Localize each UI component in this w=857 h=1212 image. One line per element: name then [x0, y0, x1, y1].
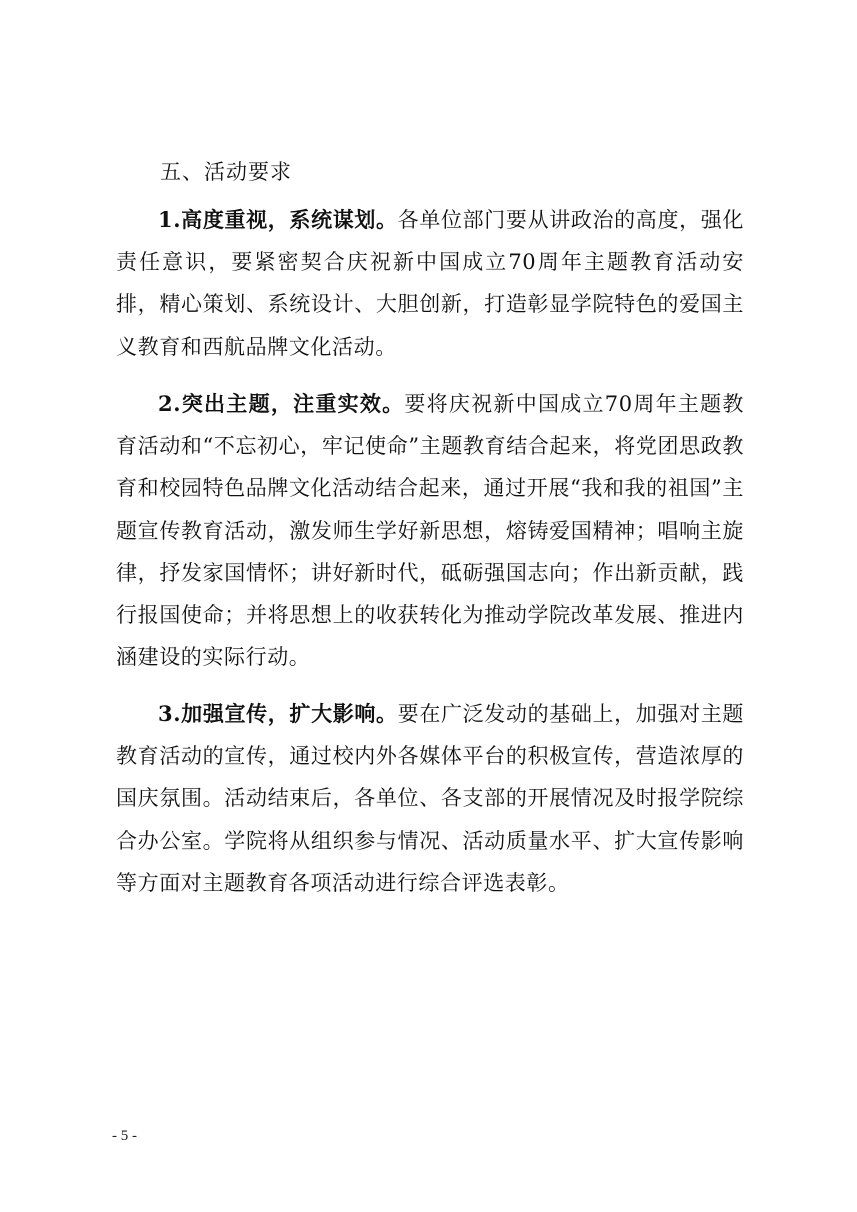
paragraph-1-body: 各单位部门要从讲政治的高度，强化责任意识，要紧密契合庆祝新中国成立70周年主题教育活动安排，精心策划、系统设计、大胆创新，打造彰显学院特色的爱国主义教育和西航品牌文化活动。 — [116, 208, 745, 359]
paragraph-2-body: 要将庆祝新中国成立70周年主题教育活动和“不忘初心，牢记使命”主题教育结合起来，将党团思政教育和校园特色品牌文化活动结合起来，通过开展“我和我的祖国”主题宣传教育活动，激发师生学好新思想，熔铸爱国精神；唱响主旋律，抒发家国情怀；讲好新时代，砥砺强国志向；作出新贡献，践行报国使命；并将思想上的收获转化为推动学院改革发展、推进内涵建设的实际行动。 — [116, 392, 744, 670]
paragraph-1 — [116, 199, 744, 368]
paragraph-3 — [116, 693, 744, 904]
paragraph-3-body: 要在广泛发动的基础上，加强对主题教育活动的宣传，通过校内外各媒体平台的积极宣传，营造浓厚的国庆氛围。活动结束后，各单位、各支部的开展情况及时报学院综合办公室。学院将从组织参与情况、活动质量水平、扩大宣传影响等方面对主题教育各项活动进行综合评选表彰。 — [116, 702, 745, 895]
paragraph-3-lead: 3.加强宣传，扩大影响。 — [158, 701, 398, 726]
section-heading: 五、活动要求 — [160, 160, 292, 184]
paragraph-2 — [116, 383, 744, 678]
paragraph-1-lead: 1.高度重视，系统谋划。 — [158, 207, 398, 232]
paragraph-2-lead: 2.突出主题，注重实效。 — [158, 391, 405, 416]
page-number: - 5 - — [112, 1128, 137, 1144]
